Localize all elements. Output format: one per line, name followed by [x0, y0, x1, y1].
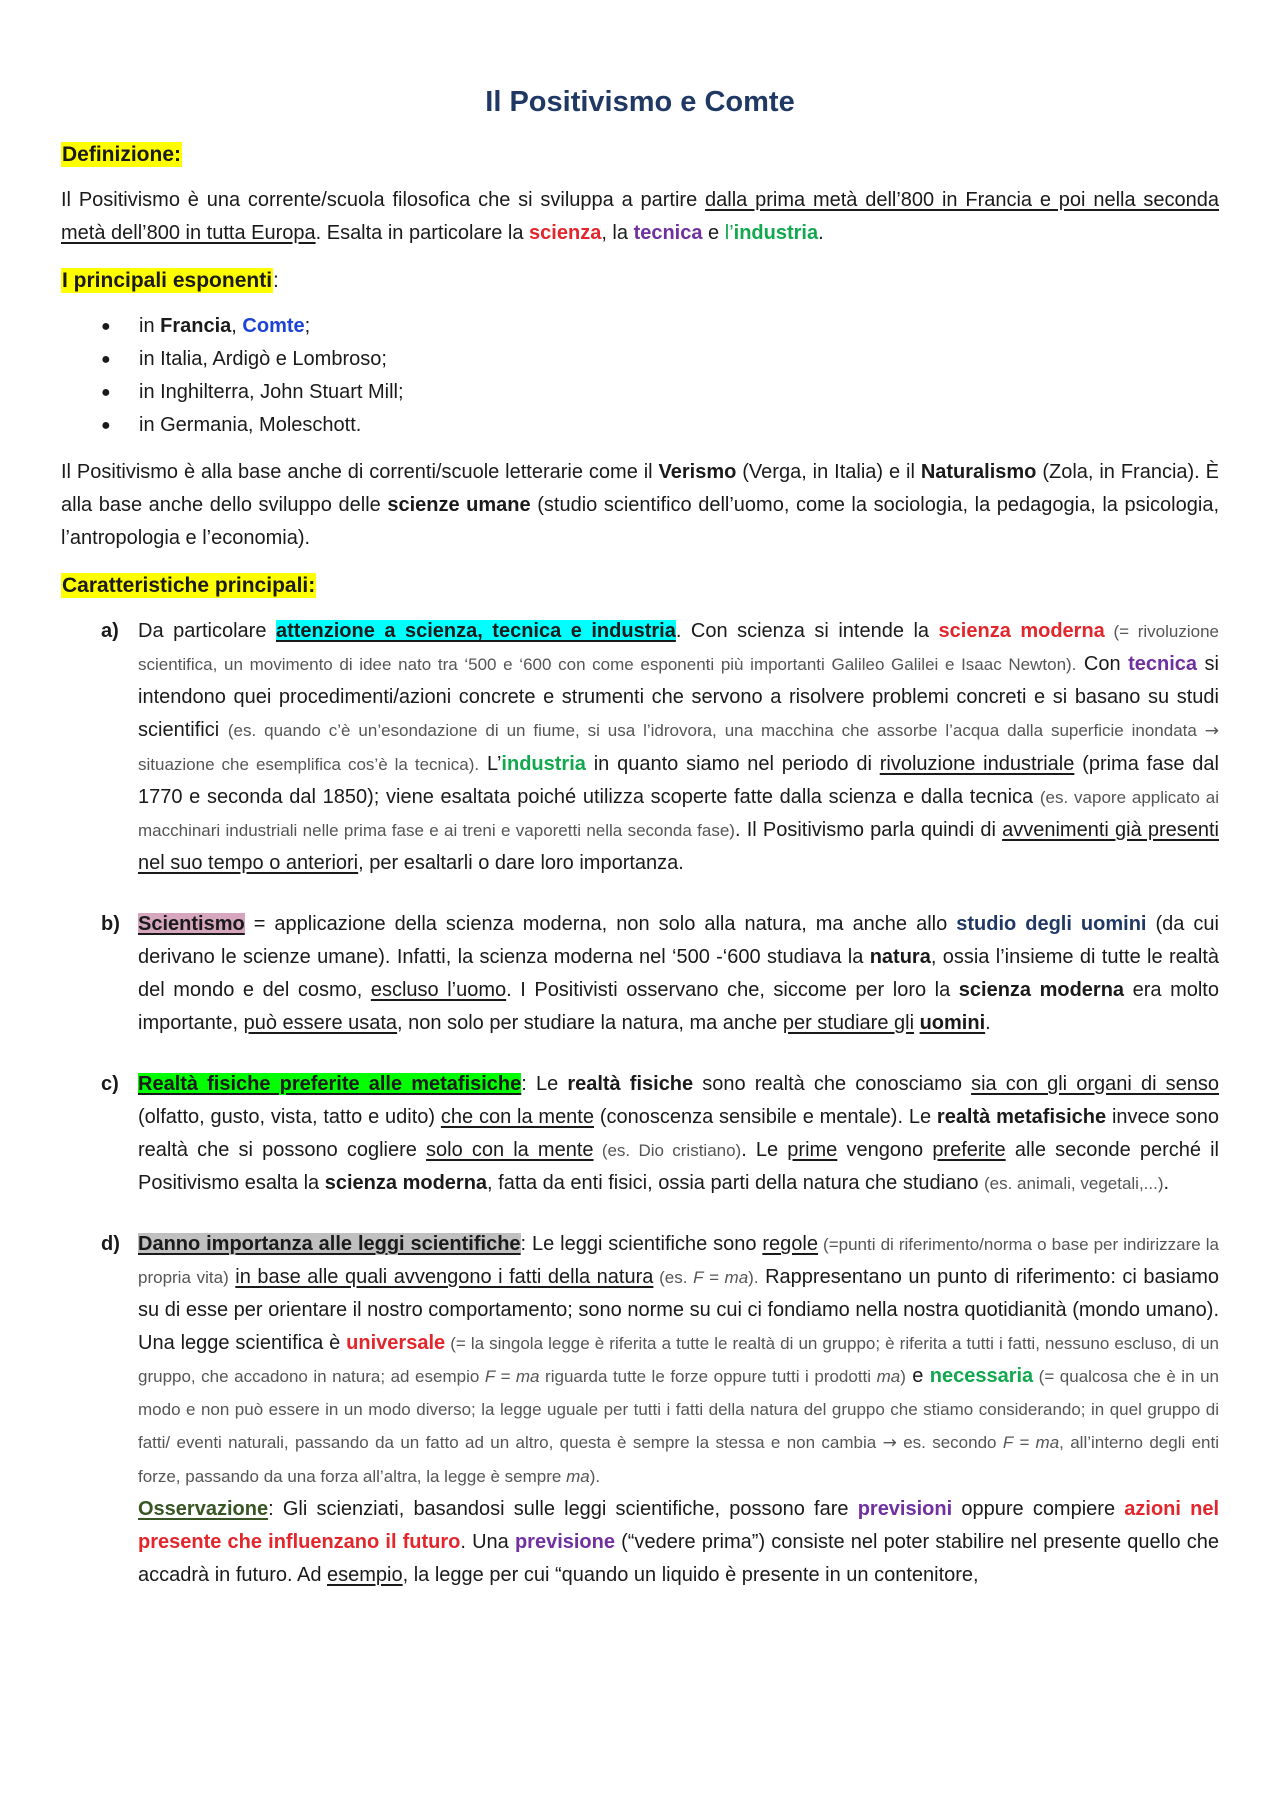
text-run: . Le: [741, 1139, 788, 1161]
text-run: = applicazione della scienza moderna, non solo alla natura, ma anche allo: [244, 913, 957, 935]
note-text: es. secondo: [896, 1433, 1003, 1452]
formula: ma: [876, 1367, 901, 1386]
text-run: : Gli scienziati, basandosi sulle leggi scientifiche, possono fare: [268, 1498, 858, 1520]
item-label: c): [101, 1073, 119, 1095]
keyword-scienza-moderna: scienza moderna: [324, 1172, 488, 1194]
text-run: : Le: [521, 1073, 568, 1095]
underlined-text: rivoluzione industriale: [879, 753, 1075, 775]
text-run: era molto importante,: [138, 979, 1219, 1034]
text-run: . Una: [460, 1531, 515, 1553]
formula: F = ma: [693, 1268, 749, 1287]
item-label: b): [101, 913, 120, 935]
text-run: Con: [1076, 653, 1129, 675]
definizione-heading: [61, 138, 1219, 172]
esponenti-list: [61, 310, 1219, 442]
note-text: (es. Dio cristiano): [593, 1141, 742, 1160]
note-text: situazione che esemplifica cos’è la tecnica).: [138, 755, 480, 774]
text-run: (Verga, in Italia) e il: [736, 461, 921, 483]
underlined-text: che con la mente: [440, 1106, 594, 1128]
text-run: ,: [231, 315, 243, 337]
underlined-text: preferite: [932, 1139, 1006, 1161]
keyword-scienza-moderna: scienza moderna: [938, 620, 1105, 642]
item-b: [61, 908, 1219, 1040]
note-text: , all’interno degli enti forze, passando da una forza all’altra, la legge è sempre: [138, 1433, 1220, 1486]
caratteristiche-heading-text: Caratteristiche principali:: [62, 574, 316, 597]
text-run: (“vedere prima”) consiste nel poter stabilire nel presente quello che accadrà in futuro. Ad: [138, 1531, 1220, 1586]
underlined-text: dalla prima metà dell’800 in Francia e poi nella seconda metà dell’800 in tutta Europa: [61, 189, 1220, 244]
definizione-paragraph: [61, 184, 1219, 250]
underlined-text: avvenimenti già presenti nel suo tempo o anteriori: [138, 819, 1220, 874]
keyword-scienza-moderna: scienza moderna: [958, 979, 1125, 1001]
text-run: .: [1163, 1172, 1170, 1194]
list-item: ● in Italia, Ardigò e Lombroso;: [101, 343, 1219, 376]
text-run: (da cui derivano le scienze umane). Infatti, la scienza moderna nel ‘500 -‘600 studiava la: [138, 913, 1219, 968]
text-run: . Con scienza si intende la: [675, 620, 939, 642]
base-paragraph: [61, 456, 1219, 555]
text-run: ;: [304, 315, 311, 337]
caratteristiche-heading: [61, 569, 1219, 603]
keyword-scienza: scienza: [529, 222, 602, 244]
underlined-text: per studiare gli: [782, 1012, 915, 1034]
formula: F = ma: [1002, 1433, 1060, 1452]
text-run: Il Positivismo è alla base anche di correnti/scuole letterarie come il: [61, 461, 659, 483]
item-label: d): [101, 1233, 120, 1255]
underlined-text: sia con gli organi di senso: [971, 1073, 1219, 1095]
text-run: e: [905, 1365, 930, 1387]
note-text: (es. animali, vegetali,...): [984, 1174, 1164, 1193]
text-run: .: [818, 222, 824, 244]
note-text: (= qualcosa che è in un modo e non può essere in un modo diverso; la legge uguale per tutti i fatti della natura del gruppo che stiamo considerando; in quel gruppo di fatti/ eventi naturali, passando da un fatto ad un altro, questa è sempre la stessa e non cambia: [138, 1367, 1219, 1452]
text-run: (Zola, in Francia). È alla base anche dello sviluppo delle: [61, 461, 1219, 516]
note-text: ).: [589, 1467, 601, 1486]
item-label: a): [101, 620, 119, 642]
text-run: . I Positivisti osservano che, siccome per loro la: [506, 979, 959, 1001]
text-run: , la: [601, 222, 634, 244]
list-item: [101, 310, 1219, 343]
keyword-industria: industria: [733, 222, 819, 244]
highlight-green: Realtà fisiche preferite alle metafisiche: [138, 1073, 522, 1095]
highlight-cyan: attenzione a scienza, tecnica e industria: [275, 620, 676, 642]
text-run: .: [985, 1012, 991, 1034]
keyword-previsioni: previsioni: [857, 1498, 953, 1520]
keyword-studio-uomini: studio degli uomini: [956, 913, 1147, 935]
esponenti-heading: [61, 264, 1219, 298]
note-text: (= la singola legge è riferita a tutte le realtà di un gruppo; è riferita a tutti i fatti, nessuno escluso, di un gruppo, che accadono in natura; ad esempio: [138, 1334, 1219, 1386]
text-run: :: [273, 269, 279, 292]
text-run: . Esalta in particolare la: [315, 222, 530, 244]
keyword-universale: universale: [346, 1332, 446, 1354]
keyword-realta-fisiche: realtà fisiche: [567, 1073, 694, 1095]
text-run: l’: [724, 222, 734, 244]
definizione-heading-text: Definizione:: [62, 143, 181, 166]
text-run: in: [139, 315, 161, 337]
text-run: (olfatto, gusto, vista, tatto e udito): [138, 1106, 441, 1128]
keyword-comte: Comte: [242, 315, 305, 337]
esponenti-heading-text: I principali esponenti: [62, 269, 273, 292]
keyword-osservazione: Osservazione: [138, 1498, 269, 1520]
page-title: Il Positivismo e Comte: [485, 86, 795, 118]
item-a: [61, 615, 1219, 880]
text-run: Il Positivismo è una corrente/scuola filosofica che si sviluppa a partire: [61, 189, 706, 211]
formula: F = ma: [484, 1367, 540, 1386]
keyword-tecnica: tecnica: [633, 222, 703, 244]
underlined-text: escluso l’uomo: [370, 979, 507, 1001]
keyword-tecnica: tecnica: [1128, 653, 1198, 675]
list-item: ● in Inghilterra, John Stuart Mill;: [101, 376, 1219, 409]
text-run: in quanto siamo nel periodo di: [585, 753, 880, 775]
text-run: (prima fase dal 1770 e seconda dal 1850); viene esaltata poiché utilizza scoperte fatte dalla scienza e dalla tecnica: [138, 753, 1219, 808]
text-run: (conoscenza sensibile e mentale). Le: [594, 1106, 937, 1128]
text-run: L’: [479, 753, 502, 775]
item-d: [61, 1228, 1219, 1592]
text-run: Da particolare: [138, 620, 276, 642]
keyword-azioni: azioni nel presente che influenzano il futuro: [138, 1498, 1220, 1553]
highlight-gray: Danno importanza alle leggi scientifiche: [138, 1233, 521, 1255]
underlined-text: solo con la mente: [426, 1139, 594, 1161]
note-text: ): [900, 1367, 906, 1386]
underlined-text: esempio: [327, 1564, 403, 1586]
keyword-industria: industria: [501, 753, 586, 775]
underlined-text: prime: [787, 1139, 838, 1161]
keyword-natura: natura: [869, 946, 931, 968]
formula: ma: [566, 1467, 590, 1486]
text-run: e: [702, 222, 725, 244]
caratteristiche-list: [61, 615, 1219, 1592]
text-run: , fatta da enti fisici, ossia parti della natura che studiano: [487, 1172, 984, 1194]
text-run: . Il Positivismo parla quindi di: [734, 819, 1003, 841]
item-c: [61, 1068, 1219, 1200]
underlined-text: regole: [762, 1233, 818, 1255]
keyword-realta-metafisiche: realtà metafisiche: [936, 1106, 1107, 1128]
underlined-text: può essere usata: [243, 1012, 398, 1034]
keyword-necessaria: necessaria: [929, 1365, 1034, 1387]
text-run: alle seconde perché il Positivismo esalta la: [138, 1139, 1219, 1194]
text-run: oppure compiere: [952, 1498, 1125, 1520]
note-text: (=punti di riferimento/norma o base per indirizzare la propria vita): [138, 1235, 1219, 1287]
keyword-verismo: Verismo: [658, 461, 737, 483]
text-run: si intendono quei procedimenti/azioni concrete e strumenti che servono a risolvere problemi concreti e si basano su studi scientifici: [138, 653, 1220, 741]
text-run: , non solo per studiare la natura, ma anche: [397, 1012, 783, 1034]
keyword-francia: Francia: [160, 315, 232, 337]
arrow-icon: →: [1204, 721, 1219, 741]
text-run: : Le leggi scientifiche sono: [520, 1233, 763, 1255]
text-run: invece sono realtà che si possono cogliere: [138, 1106, 1219, 1161]
keyword-previsione: previsione: [514, 1531, 615, 1553]
note-text: (es. vapore applicato ai macchinari industriali nelle prima fase e ai treni e vaporetti nella seconda fase): [138, 788, 1219, 840]
text-run: , la legge per cui “quando un liquido è presente in un contenitore,: [402, 1564, 979, 1586]
text-run: sono realtà che conosciamo: [693, 1073, 972, 1095]
text-run: vengono: [837, 1139, 933, 1161]
note-text: riguarda tutte le forze oppure tutti i prodotti: [539, 1367, 877, 1386]
text-run: Rappresentano un punto di riferimento: ci basiamo su di esse per orientare il nostro comportamento; sono norme su cui ci fondiamo nella nostra quotidianità (mondo umano). Una legge scientifica è: [138, 1266, 1219, 1354]
keyword-uomini: uomini: [919, 1012, 986, 1034]
note-text: (es. quando c’è un’esondazione di un fiume, si usa l’idrovora, una macchina che assorbe l’acqua dalla superficie inondata: [227, 721, 1205, 740]
text-run: , ossia l’insieme di tutte le realtà del mondo e del cosmo,: [138, 946, 1219, 1001]
note-text: ).: [748, 1268, 759, 1287]
note-text: (= rivoluzione scientifica, un movimento di idee nato tra ‘500 e ‘600 con come esponenti più importanti Galileo Galilei e Isaac Newton).: [138, 622, 1219, 674]
arrow-icon: →: [882, 1433, 897, 1453]
text-run: , per esaltarli o dare loro importanza.: [358, 852, 684, 874]
highlight-pink: Scientismo: [138, 913, 245, 935]
underlined-text: in base alle quali avvengono i fatti della natura: [235, 1266, 654, 1288]
text-run: (studio scientifico dell’uomo, come la sociologia, la pedagogia, la psicologia, l’antropologia e l’economia).: [61, 494, 1219, 549]
list-item: ● in Germania, Moleschott.: [101, 409, 1219, 442]
keyword-naturalismo: Naturalismo: [920, 461, 1037, 483]
note-text: (es.: [653, 1268, 694, 1287]
keyword-scienze-umane: scienze umane: [387, 494, 531, 516]
